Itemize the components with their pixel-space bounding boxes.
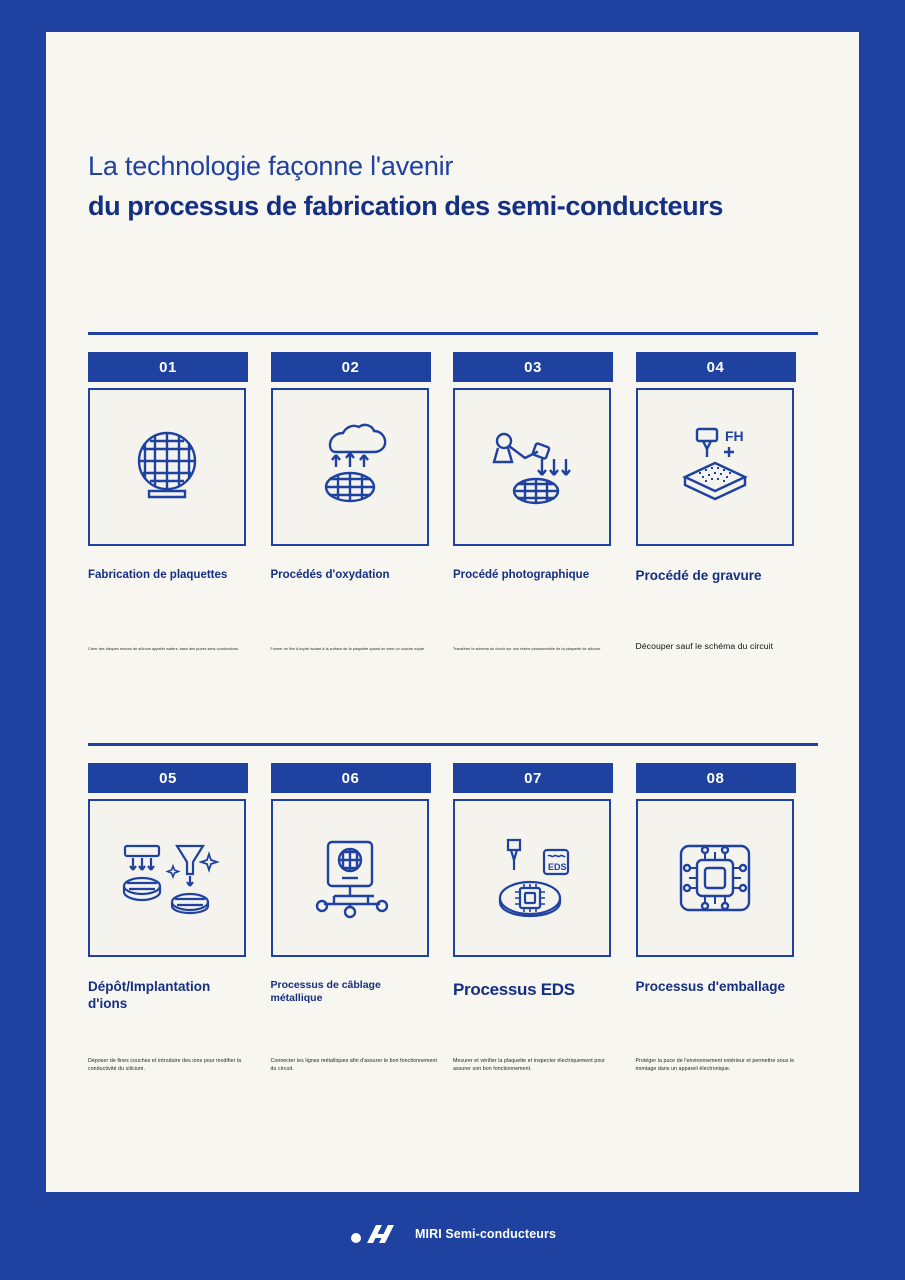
metal-wiring-icon [298,826,402,930]
step-card[interactable] [270,352,454,651]
step-description: Connecter les lignes métalliques afin d'assurer le bon fonctionnement du circuit. [270,1058,437,1072]
deposition-ion-icon [111,826,223,930]
step-number-badge: 08 [636,763,796,793]
step-title: Procédé de gravure [635,568,762,583]
step-description: Mesurer et vérifier la plaquette et inspecter électriquement pour assurer son bon fonctionnement. [453,1058,606,1072]
step-icon-frame [271,388,429,546]
step-number-badge: 07 [453,763,613,793]
steps-row-two [88,763,818,1072]
step-number-badge: 05 [88,763,248,793]
step-description: Découper sauf le schéma du circuit [635,641,774,651]
step-number-badge: 04 [636,352,796,382]
step-title: Procédés d'oxydation [270,569,390,581]
step-icon-frame [453,388,611,546]
step-card[interactable] [453,763,636,1072]
step-title: Procédé photographique [453,569,590,581]
section-divider-top [88,332,818,335]
page-title-line2: du processus de fabrication des semi-conducteurs [88,190,723,221]
wafer-disc-icon [119,419,215,515]
step-number-badge: 01 [88,352,248,382]
etching-nozzle-icon [663,415,767,519]
step-icon-frame [636,388,794,546]
page-title-line1: La technologie façonne l'avenir [88,151,454,181]
step-card[interactable] [635,763,819,1072]
photolithography-robot-icon [480,415,584,519]
step-icon-frame [88,388,246,546]
step-card[interactable] [453,352,636,651]
step-card[interactable] [635,352,819,651]
poster-canvas [46,32,859,1192]
step-title: Dépôt/Implantation d'ions [88,979,211,1011]
step-number-badge: 02 [271,352,431,382]
brand-name: MIRI Semi-conducteurs [414,1227,556,1241]
step-icon-frame [271,799,429,957]
step-icon-frame [453,799,611,957]
step-card[interactable] [270,763,454,1072]
step-title: Processus de câblage métallique [270,979,381,1005]
step-icon-frame [636,799,794,957]
svg-text:EDS: EDS [548,862,567,872]
step-icon-frame [88,799,246,957]
eds-test-icon [478,826,586,930]
step-title: Processus d'emballage [635,979,786,994]
packaging-chip-icon [663,826,767,930]
step-description: Déposer de fines couches et introduire des ions pour modifier la conductivité du silicium. [88,1058,242,1072]
step-card[interactable] [88,763,271,1072]
poster-header [88,150,818,224]
svg-text:FH: FH [724,428,744,444]
section-divider-bottom [88,743,818,746]
footer-bar [0,1204,905,1264]
oxidation-cloud-icon [298,415,402,519]
step-title: Fabrication de plaquettes [88,569,228,581]
step-title: Processus EDS [453,980,575,999]
step-number-badge: 03 [453,352,613,382]
steps-row-one [88,352,818,651]
step-description: Former un film d'oxyde isolant à la surface de la plaquette quand on vient un couche oxyde. [270,647,426,651]
step-description: Transférer le schéma du circuit sur une résine photosensible de la plaquette de silicium. [453,647,602,651]
miri-logo-icon [349,1221,403,1247]
step-description: Protéger la puce de l'environnement extérieur et permettre sous le montage dans un appareil électronique. [635,1058,795,1072]
step-number-badge: 06 [271,763,431,793]
step-description: Créer des disques minces de silicium appelés wafers, base des puces semi-conductrices. [88,647,240,651]
step-card[interactable] [88,352,271,651]
